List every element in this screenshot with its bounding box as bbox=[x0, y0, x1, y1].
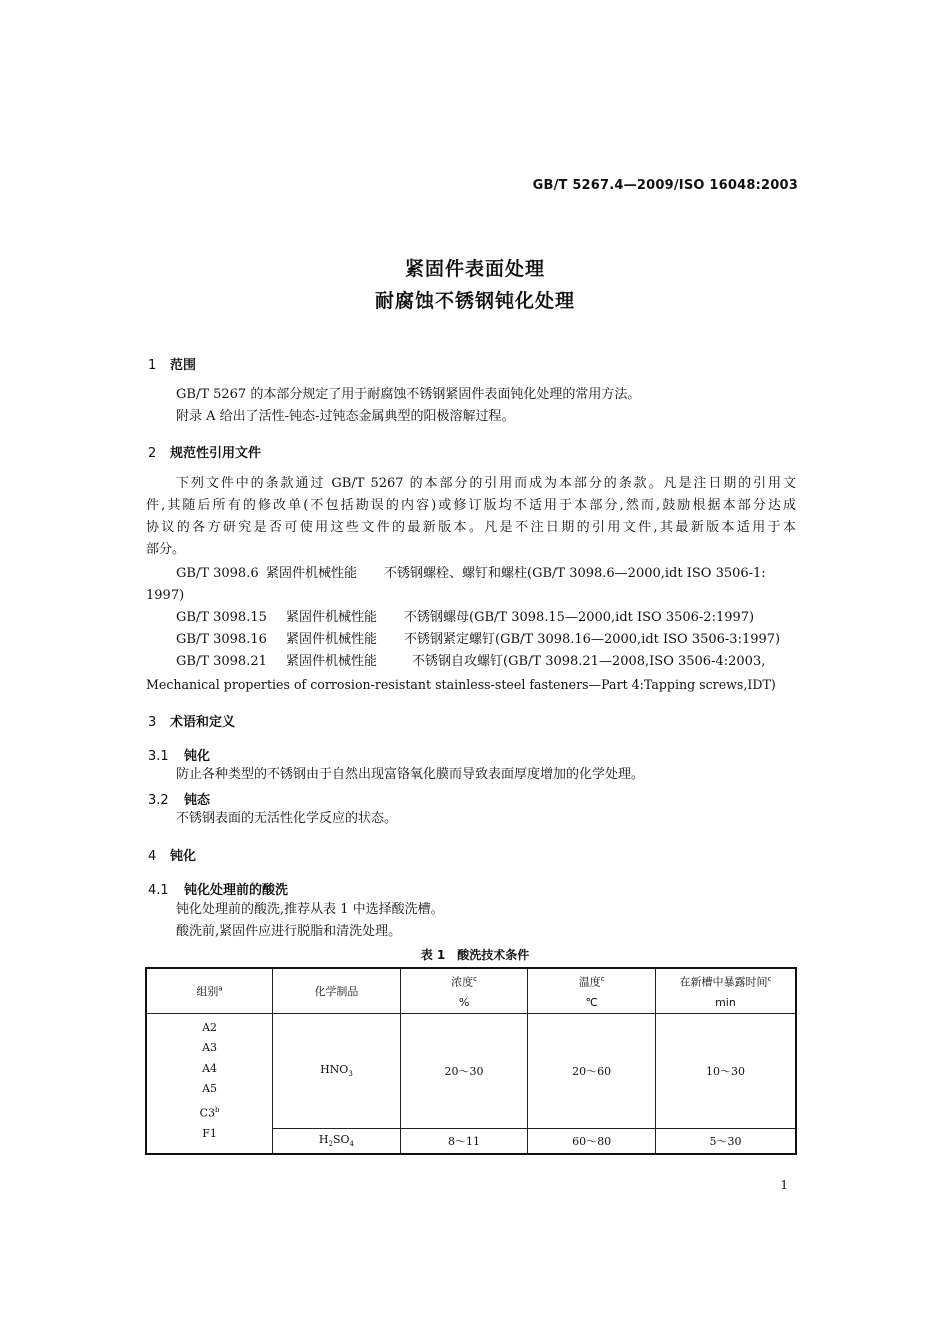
reference-item bbox=[176, 631, 780, 649]
reference-code: GB/T 3098.6 bbox=[176, 566, 259, 581]
reference-item bbox=[176, 653, 765, 671]
header-concentration: 浓度$^c$ % bbox=[400, 968, 528, 1013]
subsection-3-1-heading bbox=[148, 745, 210, 764]
pickling-conditions-table bbox=[145, 967, 797, 1155]
section-title: 范围 bbox=[170, 358, 197, 373]
reference-title: 紧固件机械性能 bbox=[266, 566, 358, 581]
subsection-title: 钝态 bbox=[184, 793, 211, 808]
subsection-number: 4.1 bbox=[148, 883, 169, 898]
subsection-4-1-heading bbox=[148, 879, 288, 898]
time-cell: 5～30 bbox=[655, 1128, 796, 1154]
reference-detail: 不锈钢螺栓、螺钉和螺柱(GB/T 3098.6—2000,idt ISO 3506-1: bbox=[384, 566, 766, 581]
chemical-cell: $H_2SO_4$ bbox=[273, 1128, 401, 1154]
table-title: 酸洗技术条件 bbox=[457, 948, 530, 962]
grade-cell bbox=[146, 1013, 273, 1154]
section-number: 2 bbox=[148, 446, 157, 461]
section2-intro-line4: 部分。 bbox=[146, 542, 186, 557]
page-number: 1 bbox=[780, 1178, 788, 1192]
section2-intro-line2: 件,其随后所有的修改单(不包括勘误的内容)或修订版均不适用于本部分,然而,鼓励根据本部分达成 bbox=[146, 498, 796, 513]
grade-item: C3$^b$ bbox=[199, 1105, 220, 1120]
grade-item: A3 bbox=[202, 1041, 218, 1055]
reference-item-continuation: Mechanical properties of corrosion-resistant stainless-steel fasteners—Part 4:Tapping screws,IDT) bbox=[146, 677, 776, 692]
section-title: 规范性引用文件 bbox=[170, 446, 262, 461]
section1-paragraph1: GB/T 5267 的本部分规定了用于耐腐蚀不锈钢紧固件表面钝化处理的常用方法。 bbox=[176, 387, 641, 402]
section4-heading bbox=[148, 845, 196, 864]
section4-paragraph2: 酸洗前,紧固件应进行脱脂和清洗处理。 bbox=[176, 924, 402, 939]
table-label: 表 1 bbox=[420, 948, 446, 962]
temperature-cell: 20～60 bbox=[528, 1013, 656, 1128]
section-number: 1 bbox=[148, 358, 157, 373]
section3-heading bbox=[148, 711, 235, 730]
section2-heading bbox=[148, 442, 261, 461]
section-number: 3 bbox=[148, 715, 157, 730]
grade-item: A2 bbox=[202, 1020, 218, 1034]
reference-code: GB/T 3098.16 bbox=[176, 632, 267, 647]
section1-heading bbox=[148, 354, 196, 373]
time-cell: 10～30 bbox=[655, 1013, 796, 1128]
definition-3-2-text: 不锈钢表面的无活性化学反应的状态。 bbox=[176, 811, 398, 826]
reference-item bbox=[176, 565, 766, 583]
table-header-row bbox=[146, 968, 796, 1013]
reference-detail: 不锈钢螺母(GB/T 3098.15—2000,idt ISO 3506-2:1997) bbox=[404, 610, 755, 625]
subsection-number: 3.1 bbox=[148, 749, 169, 764]
section-title: 钝化 bbox=[170, 849, 197, 864]
grade-item: A4 bbox=[202, 1061, 218, 1075]
section-title: 术语和定义 bbox=[170, 715, 236, 730]
grade-item: F1 bbox=[202, 1126, 217, 1140]
concentration-cell: 8～11 bbox=[400, 1128, 528, 1154]
reference-code: GB/T 3098.21 bbox=[176, 654, 267, 669]
reference-detail: 不锈钢紧定螺钉(GB/T 3098.16—2000,idt ISO 3506-3:1997) bbox=[404, 632, 781, 647]
chemical-cell: $HNO_3$ bbox=[273, 1013, 401, 1128]
subsection-3-2-heading bbox=[148, 789, 210, 808]
document-title-line1: 紧固件表面处理 bbox=[404, 258, 545, 280]
reference-item-continuation: 1997) bbox=[146, 588, 185, 603]
header-exposure-time: 在新槽中暴露时间$^c$ min bbox=[655, 968, 796, 1013]
header-chemical: 化学制品 bbox=[273, 968, 401, 1013]
section4-paragraph1: 钝化处理前的酸洗,推荐从表 1 中选择酸洗槽。 bbox=[176, 902, 444, 917]
subsection-title: 钝化处理前的酸洗 bbox=[184, 883, 289, 898]
standard-code: GB/T 5267.4—2009/ISO 16048:2003 bbox=[532, 178, 798, 193]
reference-item bbox=[176, 609, 754, 627]
concentration-cell: 20～30 bbox=[400, 1013, 528, 1128]
document-title-line2: 耐腐蚀不锈钢钝化处理 bbox=[374, 290, 575, 312]
subsection-number: 3.2 bbox=[148, 793, 169, 808]
section-number: 4 bbox=[148, 849, 157, 864]
header-temperature: 温度$^c$ ℃ bbox=[528, 968, 656, 1013]
table-row bbox=[146, 1013, 796, 1128]
section1-paragraph2: 附录 A 给出了活性-钝态-过钝态金属典型的阳极溶解过程。 bbox=[176, 409, 515, 424]
header-grade: 组别$^a$ bbox=[146, 968, 273, 1013]
definition-3-1-text: 防止各种类型的不锈钢由于自然出现富铬氧化膜而导致表面厚度增加的化学处理。 bbox=[176, 767, 645, 782]
reference-code: GB/T 3098.15 bbox=[176, 610, 267, 625]
temperature-cell: 60～80 bbox=[528, 1128, 656, 1154]
subsection-title: 钝化 bbox=[184, 749, 211, 764]
table-caption bbox=[0, 946, 950, 963]
grade-item: A5 bbox=[202, 1082, 218, 1096]
reference-title: 紧固件机械性能 bbox=[286, 632, 378, 647]
section2-intro-line3: 协议的各方研究是否可使用这些文件的最新版本。凡是不注日期的引用文件,其最新版本适用于本 bbox=[146, 520, 796, 535]
reference-title: 紧固件机械性能 bbox=[286, 654, 378, 669]
reference-title: 紧固件机械性能 bbox=[286, 610, 378, 625]
section2-intro-line1: 下列文件中的条款通过 GB/T 5267 的本部分的引用而成为本部分的条款。凡是注日期的引用文 bbox=[176, 476, 796, 491]
reference-detail: 不锈钢自攻螺钉(GB/T 3098.21—2008,ISO 3506-4:2003, bbox=[412, 654, 766, 669]
